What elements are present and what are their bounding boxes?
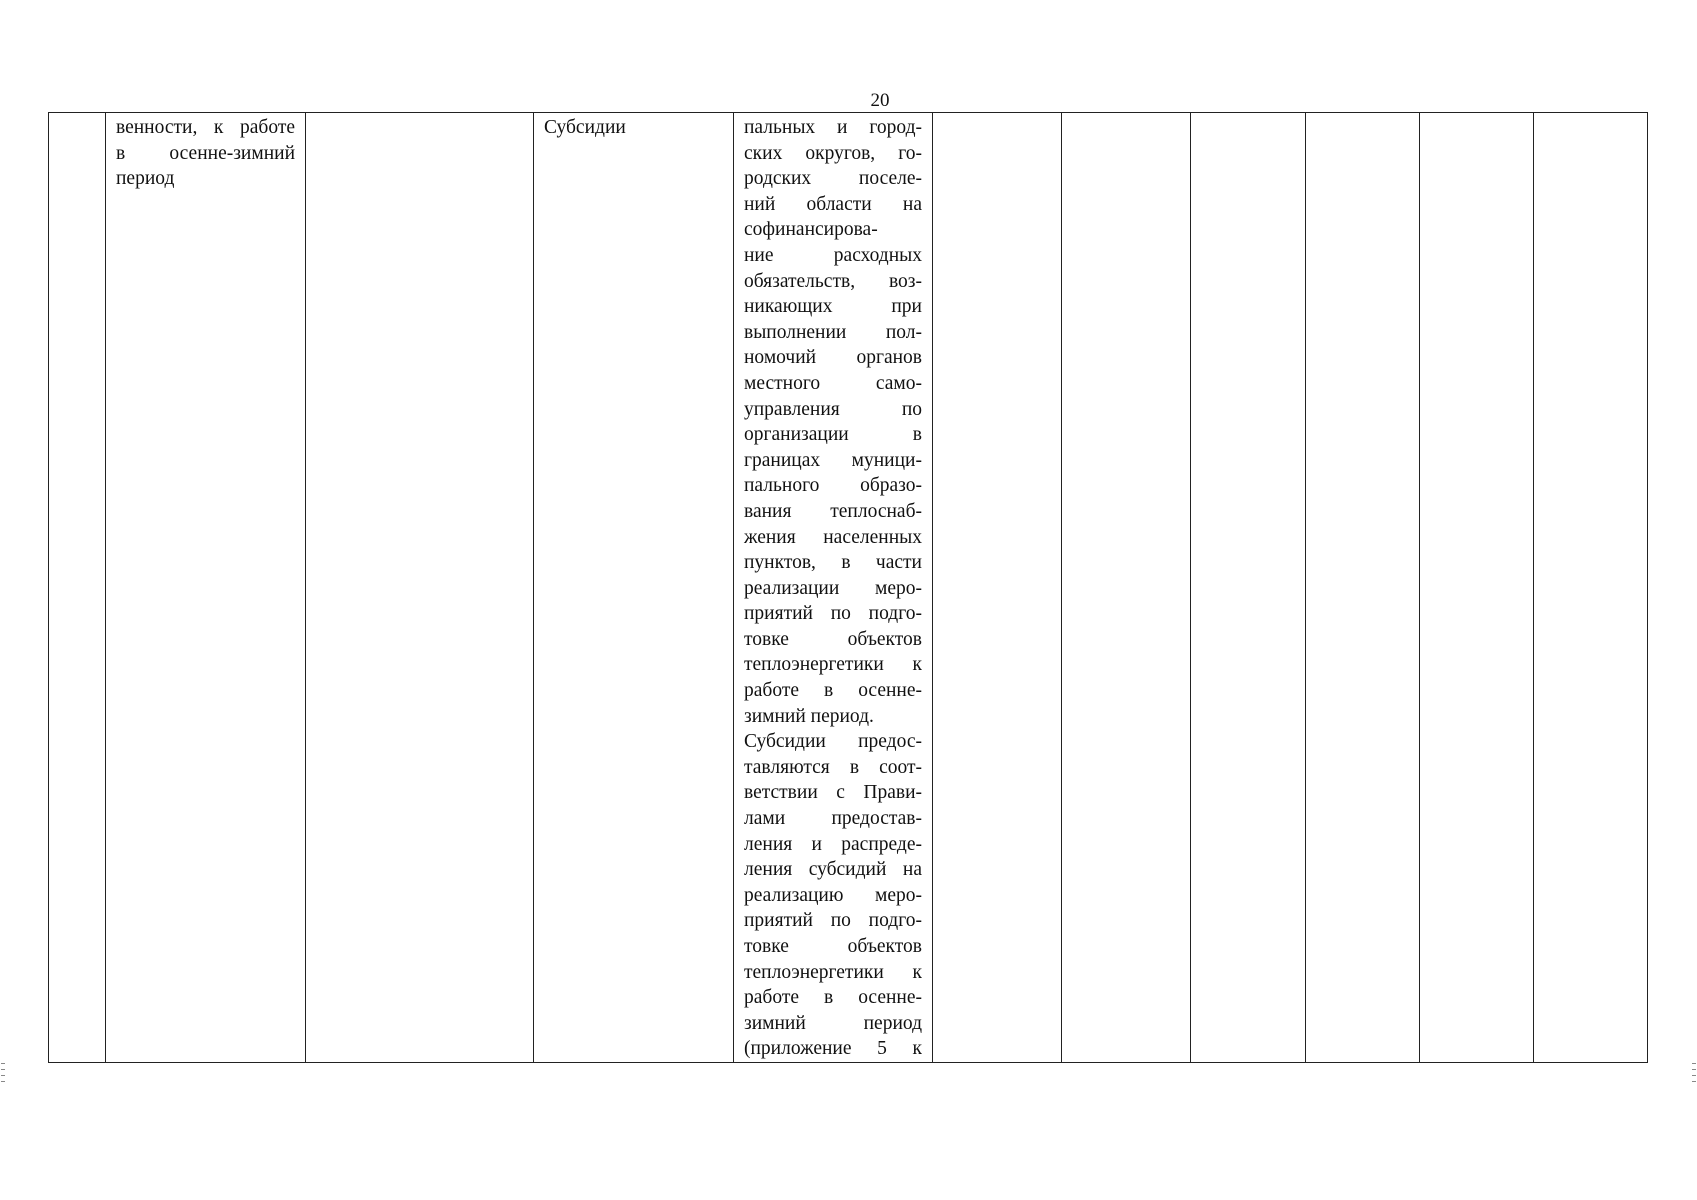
description-line: реализации меро- xyxy=(744,577,922,599)
description-line: приятий по подго- xyxy=(744,910,922,932)
description-line: выполнении пол- xyxy=(744,321,922,343)
description-line: (приложение 5 к xyxy=(744,1038,922,1060)
cell-funding-type xyxy=(534,113,734,1063)
description-line: Субсидии предос- xyxy=(744,731,922,753)
cell-column-11 xyxy=(1534,113,1648,1063)
table-row xyxy=(49,113,1648,1063)
description-line: софинансирова- xyxy=(744,219,878,241)
cell-number xyxy=(49,113,106,1063)
description-line: границах муници- xyxy=(744,449,922,471)
scan-margin-marks-right xyxy=(1692,1063,1696,1091)
cell-column-7 xyxy=(1062,113,1191,1063)
description-line: номочий органов xyxy=(744,347,922,369)
description-line: жения населенных xyxy=(744,526,922,548)
description-line: зимний период. xyxy=(744,705,874,727)
description-line: ний области на xyxy=(744,193,922,215)
description-line: ления и распреде- xyxy=(744,833,922,855)
description-line: реализацию меро- xyxy=(744,884,922,906)
description-line: управления по xyxy=(744,398,922,420)
description-line: пунктов, в части xyxy=(744,552,922,574)
description-line: пальных и город- xyxy=(744,117,922,138)
description-line: ления субсидий на xyxy=(744,859,922,881)
description-line: вания теплоснаб- xyxy=(744,500,922,522)
measure-line-1: венности, к работе xyxy=(116,117,295,138)
description-line: лами предостав- xyxy=(744,808,922,830)
description-line: товке объектов xyxy=(744,936,922,957)
description-line: ние расходных xyxy=(744,244,922,266)
measure-line-2: в осенне-зимний xyxy=(116,142,295,164)
description-line: зимний период xyxy=(744,1012,922,1034)
description-line: обязательств, воз- xyxy=(744,270,922,292)
description-line: приятий по подго- xyxy=(744,603,922,625)
cell-column-6 xyxy=(933,113,1062,1063)
cell-column-9 xyxy=(1306,113,1420,1063)
description-line: местного само- xyxy=(744,372,922,394)
description-line: ских округов, го- xyxy=(744,142,922,164)
cell-column-3 xyxy=(306,113,534,1063)
description-line: родских поселе- xyxy=(744,168,922,190)
description-line: тавляются в соот- xyxy=(744,756,922,778)
cell-column-10 xyxy=(1420,113,1534,1063)
funding-type-text: Субсидии xyxy=(544,117,626,138)
program-table xyxy=(48,112,1648,1063)
page-number: 20 xyxy=(870,90,890,111)
description-line: теплоэнергетики к xyxy=(744,961,922,983)
cell-column-8 xyxy=(1191,113,1306,1063)
scan-margin-marks-left xyxy=(1,1063,5,1091)
description-line: работе в осенне- xyxy=(744,680,922,702)
measure-line-3: период xyxy=(116,168,175,190)
description-line: организации в xyxy=(744,424,922,446)
description-line: пального образо- xyxy=(744,475,922,497)
cell-measure-name xyxy=(106,113,306,1063)
description-line: ветствии с Прави- xyxy=(744,782,922,804)
description-line: теплоэнергетики к xyxy=(744,654,922,676)
description-line: никающих при xyxy=(744,296,922,318)
description-line: работе в осенне- xyxy=(744,987,922,1009)
description-line: товке объектов xyxy=(744,628,922,650)
cell-description xyxy=(734,113,933,1063)
